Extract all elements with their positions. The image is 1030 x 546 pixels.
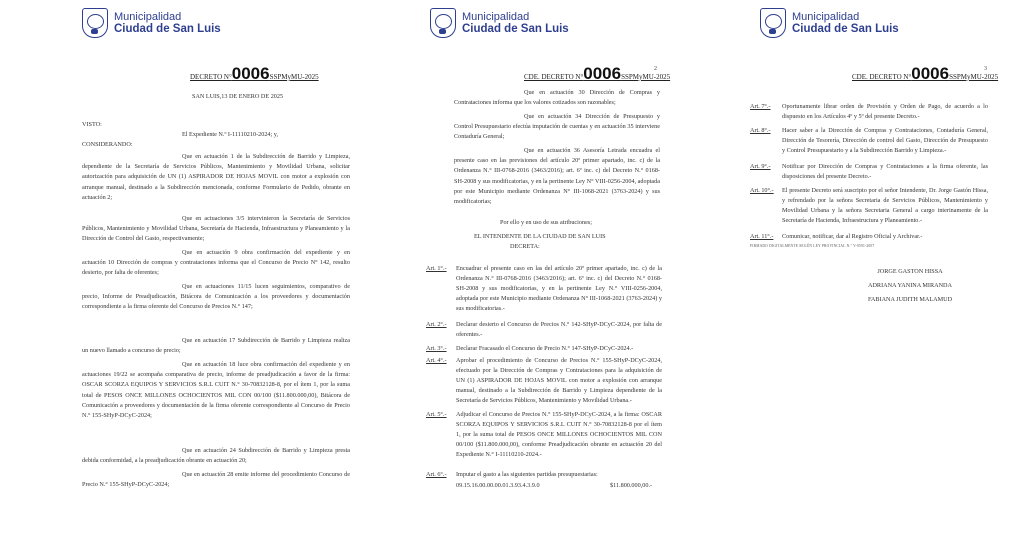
crest-icon xyxy=(82,8,108,38)
considerando-paragraph: Que en actuación 30 Dirección de Compras y Contrataciones informa que los valores cotizados son razonables; xyxy=(454,89,660,107)
crest-icon xyxy=(760,8,786,38)
decree-number: 0006 xyxy=(911,64,950,83)
considerando-paragraph: Que en actuación 36 Asesoría Letrada encuadra el presente caso en las previsiones del artículo 20º primer apartado, inc. c) de la Ordenanza N.° III-0768-2016 (3463/2016); art. 6º inc. c) del Decreto N.° 0168-SH-2008 y sus modificatorias, y en la pertinente Ley N° VIII-0256-2004, adoptada por este Municipio mediante Ordenanza N° III-1068-2021 (3763-2024) y sus modificatorias; xyxy=(454,147,660,206)
por-ello-line: Por ello y en uso de sus atribuciones; xyxy=(500,219,592,226)
crest-icon xyxy=(430,8,456,38)
signatory-1: JORGE GASTON HISSA xyxy=(877,268,943,275)
municipality-logo xyxy=(430,8,569,38)
page-number: 2 xyxy=(654,66,657,72)
digital-signature-note: FIRMADO DIGITALMENTE SEGÚN LEY PROVINCIAL N.° V-0591-2007 xyxy=(750,244,875,248)
signatory-3: FABIANA JUDITH MALAMUD xyxy=(867,296,953,303)
considerando-paragraph: Que en actuación 28 emite informe del procedimiento Concurso de Precio N.° 155-SHyP-DCyC-2024; xyxy=(82,471,350,489)
logo-line-1: Municipalidad xyxy=(114,11,182,23)
considerando-paragraph: Que en actuación 17 Subdirección de Barrido y Limpieza realiza un nuevo llamado a concurso de precio; xyxy=(82,337,350,355)
article-label: Art. 5°.- xyxy=(426,411,447,418)
document-page-3: Municipalidad Ciudad de San Luis 3 CDE. DECRETO N°0006SSPMyMU-2025 Art. 7°.- Oportunamente librar orden de Provisión y Orden de Pago, de acuerdo a lo dispuesto en los Artículos 4º y 5º del presente Decreto.- Art. 8°.- Hacer saber a la Dirección de Compras y Contrataciones, Contaduría General, Dirección de Tesorería, Dirección de control del Gasto, Dirección de Presupuesto y Control Presupuestario y a la Subdirección Barrido y Limpieza.- Art. 9°.- Notificar por Dirección de Compras y Contrataciones a la firma oferente, las disposiciones del presente Decreto.- Art. 10°.- El presente Decreto será suscripto por el señor Intendente, Dr. Jorge Gastón Hissa, y refrendado por la señora Secretaria de Servicios Públicos, Mantenimiento y Movilidad Urbana y la señora Secretaria General a cargo interinamente de la Secretaría de Hacienda, Infraestructura y Planeamiento.- Art. 11°.- Comunicar, notificar, dar al Registro Oficial y Archivar.- FIRMADO DIGITALMENTE SEGÚN LEY PROVINCIAL N.° V-0591-2007 JORGE GASTON HISSA ADRIANA YANINA MIRANDA FABIANA JUDITH MALAMUD xyxy=(748,0,1010,546)
budget-amount: $11.800.000,00.- xyxy=(610,482,653,489)
considerando-paragraph: Que en actuaciones 11/15 lucen seguimientos, comparativo de precio, Informe de Preadjudicación, Bitácora de Comunicación a los proveedores y documentación correspondiente a la firma oferente del Concurso de Precios N.° 147; xyxy=(82,283,350,311)
article-label: Art. 10°.- xyxy=(750,187,774,194)
considerando-label: CONSIDERANDO: xyxy=(82,141,133,148)
article-label: Art. 1°.- xyxy=(426,265,447,272)
budget-code: 09.15.16.00.00.00.01.3.93.4.3.9.0 xyxy=(456,482,540,489)
decree-heading: DECRETO N°0006SSPMyMU-2025 xyxy=(190,64,319,83)
document-page-1 xyxy=(70,0,370,546)
decree-number: 0006 xyxy=(231,64,270,83)
considerando-paragraph: Que en actuaciones 3/5 intervinieron la Secretaría de Servicios Públicos, Mantenimiento y Movilidad Urbana, Secretaría de Hacienda, Infraestructura y Planeamiento y la Dirección de Control del Gasto, respectivamente; xyxy=(82,215,350,243)
considerando-paragraph: Que en actuación 9 obra confirmación del expediente y en actuación 10 Dirección de compras y contrataciones informa que el Concurso de Precio N° 142, resulto desierto, por falta de oferentes; xyxy=(82,249,350,277)
considerando-paragraph: Que en actuación 18 luce obra confirmación del expediente y en actuaciones 19/22 se acompaña comparativa de precio, informe de preadjudicación a favor de la firma: OSCAR SCORZA EQUIPOS Y SERVICIOS S.R.L CUIT N.° 30-70832128-8, por el ítem 1, por la suma total de PESOS ONCE MILLONES OCHOCIENTOS MIL CON 00/100 ($11.800.000,00), Bitácora de Comunicación a proveedores y documentación de la firma oferente correspondiente al Concurso de Precio N.° 155-SHyP-DCyC-2024; xyxy=(82,361,350,420)
article-label: Art. 8°.- xyxy=(750,127,771,134)
article-label: Art. 2°.- xyxy=(426,321,447,328)
visto-label: VISTO: xyxy=(82,121,102,128)
article-label: Art. 11°.- xyxy=(750,233,774,240)
article-label: Art. 9°.- xyxy=(750,163,771,170)
decreta-heading: DECRETA: xyxy=(510,243,540,250)
considerando-paragraph: Que en actuación 1 de la Subdirección de Barrido y Limpieza, dependiente de la Secretaría de Servicios Públicos, Mantenimiento y Movilidad Urbana, solicitar autorización para adquisición de UN (1) ASPIRADOR DE HOJAS MOVIL con motor a explosión con arranque manual, destinado a la Subdirección mencionada, conforme Formulario de Pedido, obrante en actuación 2; xyxy=(82,153,350,201)
decree-number: 0006 xyxy=(583,64,622,83)
date-line: SAN LUIS,13 DE ENERO DE 2025 xyxy=(192,93,284,100)
decree-heading: CDE. DECRETO N°0006SSPMyMU-2025 xyxy=(852,64,999,83)
considerando-paragraph: Que en actuación 34 Dirección de Presupuesto y Control Presupuestario efectúa imputación de cuentas y en actuación 35 interviene Contaduría General; xyxy=(454,113,660,141)
article-label: Art. 6°.- xyxy=(426,471,447,478)
article-label: Art. 4°.- xyxy=(426,357,447,364)
document-page-2: Municipalidad Ciudad de San Luis 2 CDE. DECRETO N°0006SSPMyMU-2025 Que en actuación 30 Dirección de Compras y Contrataciones informa que los valores cotizados son razonables; Que en actuación 34 Dirección de Presupuesto y Control Presupuestario efectúa imputación de cuentas y en actuación 35 interviene Contaduría General; Que en actuación 36 Asesoría Letrada encuadra el presente caso en las previsiones del artículo 20º primer apartado, inc. c) de la Ordenanza N.° III-0768-2016 (3463/2016); art. 6º inc. c) del Decreto N.° 0168-SH-2008 y sus modificatorias, y en la pertinente Ley N° VIII-0256-2004, adoptada por este Municipio mediante Ordenanza N° III-1068-2021 (3763-2024) y sus modificatorias; Por ello y en uso de sus atribuciones; EL INTENDENTE DE LA CIUDAD DE SAN LUIS DECRETA: Art. 1°.- Encuadrar el presente caso en las del artículo 20º primer apartado, inc. c) de la Ordenanza N.° III-0768-2016 (3463/2016); art. 6º inc. c) del Decreto N.° 0168-SH-2008 y sus modificatorias, y en la pertinente Ley N.° VIII-0256-2004, adoptada por este Municipio mediante Ordenanza N° III-1068-2021 (3763-2024) y sus modificatorias.- Art. 2°.- Declarar desierto el Concurso de Precios N.° 142-SHyP-DCyC-2024, por falta de oferentes.- Art. 3°.- Declarar Fracasado el Concurso de Precio N.° 147-SHyP-DCyC-2024.- Art. 4°.- Aprobar el procedimiento de Concurso de Precios N.° 155-SHyP-DCyC-2024, efectuado por la Dirección de Compras y Contrataciones para la adquisición de UN (1) ASPIRADOR DE HOJAS MOVIL con motor a explosión con arranque manual, destinado a la Subdirección de Barrido y Limpieza dependiente de la Secretaría de Servicios Públicos, Mantenimiento y Movilidad Urbana.- Art. 5°.- Adjudicar el Concurso de Precios N.° 155-SHyP-DCyC-2024, a la firma: OSCAR SCORZA EQUIPOS Y SERVICIOS S.R.L CUIT N.° 30-70832128-8 por el ítem 1, por la suma total de PESOS ONCE MILLONES OCHOCIENTOS MIL CON 00/100 ($11.800.000,00), conforme Preadjudicación obrante en actuación 20 del Expediente N.° I-11110210-2024.- Art. 6°.- Imputar el gasto a las siguientes partidas presupuestarias: 09.15.16.00.00.00.01.3.93.4.3.9.0 $11.800.000,00.- xyxy=(418,0,680,546)
municipality-logo xyxy=(760,8,899,38)
municipality-logo xyxy=(82,8,221,38)
considerando-paragraph: Que en actuación 24 Subdirección de Barrido y Limpieza presta debida conformidad, a la preadjudicación obrante en actuación 20; xyxy=(82,447,350,465)
logo-line-2: Ciudad de San Luis xyxy=(462,23,569,35)
logo-line-1: Municipalidad xyxy=(462,11,530,23)
logo-line-2: Ciudad de San Luis xyxy=(114,23,221,35)
expediente-line: El Expediente N.º I-11110210-2024; y, xyxy=(182,131,279,138)
signatory-2: ADRIANA YANINA MIRANDA xyxy=(868,282,952,289)
logo-line-2: Ciudad de San Luis xyxy=(792,23,899,35)
article-label: Art. 7°.- xyxy=(750,103,771,110)
page-number: 3 xyxy=(984,66,987,72)
decree-heading: CDE. DECRETO N°0006SSPMyMU-2025 xyxy=(524,64,671,83)
article-label: Art. 3°.- xyxy=(426,345,447,352)
intendente-heading: EL INTENDENTE DE LA CIUDAD DE SAN LUIS xyxy=(474,233,606,240)
logo-line-1: Municipalidad xyxy=(792,11,860,23)
